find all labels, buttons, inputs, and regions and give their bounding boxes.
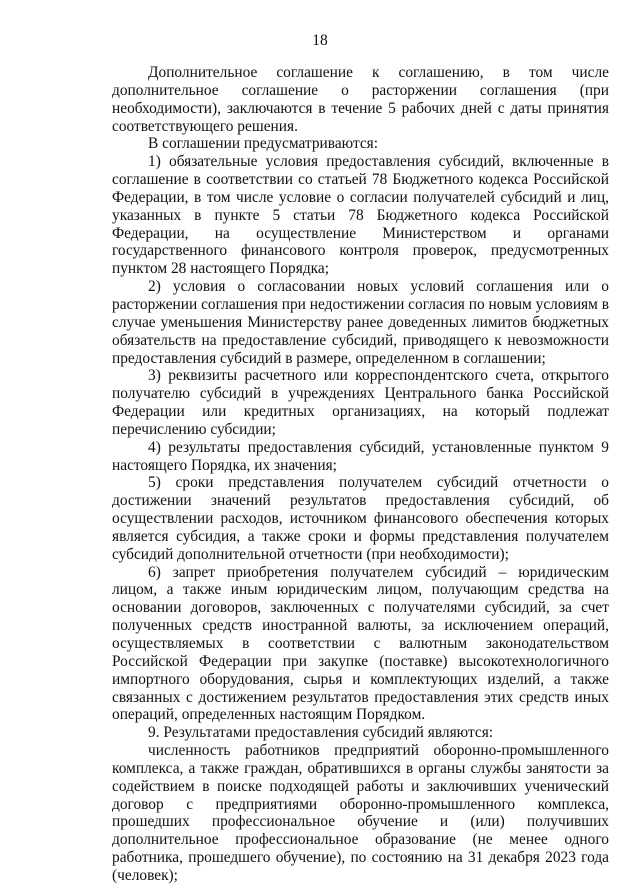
paragraph-supplementary-agreement: Дополнительное соглашение к соглашению, в том числе дополнительное соглашение о расторжении соглашения (при необходимости), заключаются в течение 5 рабочих дней с даты принятия соответствующего решения. [112,64,609,135]
list-item-reporting-deadlines: 5) сроки представления получателем субсидий отчетности о достижении значений результатов предоставления субсидий, об осуществлении расходов, источником финансового обеспечения которых является субсидия, а также сроки и формы представления получателем субсидий дополнительной отчетности (при необходимости); [112,474,609,563]
page-number: 18 [312,32,328,49]
list-item-account-details: 3) реквизиты расчетного или корреспондентского счета, открытого получателю субсидий в учреждениях Центрального банка Российской Федерации или кредитных организациях, на который подлежат перечислению субсидии; [112,367,609,438]
paragraph-agreement-provisions-intro: В соглашении предусматриваются: [148,135,379,153]
list-item-new-conditions: 2) условия о согласовании новых условий соглашения или о расторжении соглашения при недостижении согласия по новым условиям в случае уменьшения Министерству ранее доведенных лимитов бюджетных обязательств на предоставление субсидий, приводящего к невозможности предоставления субсидий в размере, определенном в соглашении; [112,278,609,367]
list-item-mandatory-conditions: 1) обязательные условия предоставления субсидий, включенные в соглашение в соответствии со статьей 78 Бюджетного кодекса Российской Федерации, в том числе условие о согласии получателей субсидий и лиц, указанных в пункте 5 статьи 78 Бюджетного кодекса Российской Федерации, на осуществление Министерством и органами государственного финансового контроля проверок, предусмотренных пунктом 28 настоящего Порядка; [112,153,609,278]
section-heading-results: 9. Результатами предоставления субсидий являются: [148,724,494,742]
document-body [112,64,609,885]
list-item-currency-prohibition: 6) запрет приобретения получателем субсидий – юридическим лицом, а также иным юридическим лицом, получающим средства на основании договоров, заключенных с получателями субсидий, за счет полученных средств иностранной валюты, за исключением операций, осуществляемых в соответствии с валютным законодательством Российской Федерации при закупке (поставке) высокотехнологичного импортного оборудования, сырья и комплектующих изделий, а также связанных с достижением результатов предоставления этих средств иных операций, определенных настоящим Порядком. [112,563,609,724]
list-item-results: 4) результаты предоставления субсидий, установленные пунктом 9 настоящего Порядка, их значения; [112,438,609,474]
paragraph-employee-count: численность работников предприятий оборонно-промышленного комплекса, а также граждан, обратившихся в органы службы занятости за содействием в поиске подходящей работы и заключивших ученический договор с предприятиями оборонно-промышленного комплекса, прошедших профессиональное обучение и (или) получивших дополнительное профессиональное образование (не менее одного работника, прошедшего обучение), по состоянию на 31 декабря 2023 года (человек); [112,742,609,884]
